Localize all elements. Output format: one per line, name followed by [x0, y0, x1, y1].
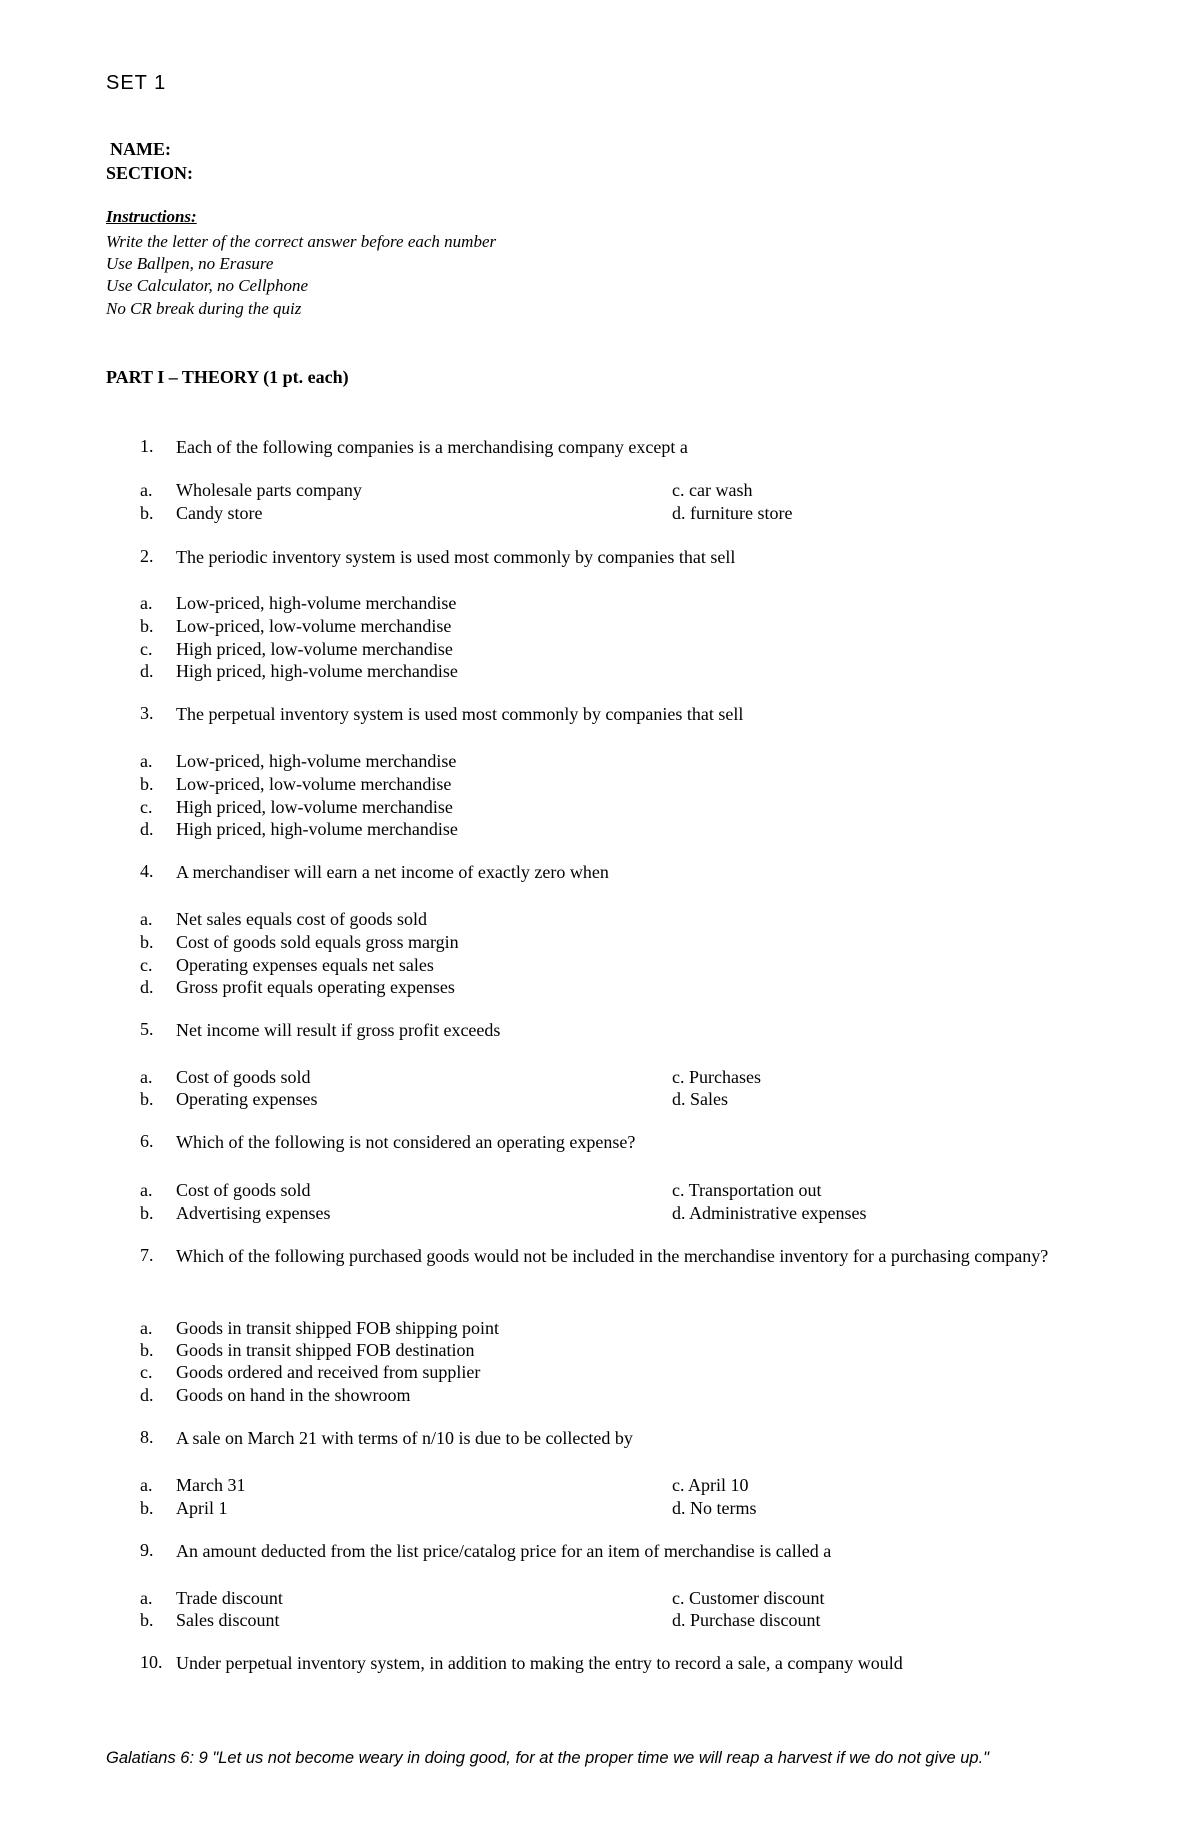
question-text: The periodic inventory system is used most commonly by companies that sell: [176, 547, 736, 567]
question-text: Which of the following is not considered an operating expense?: [176, 1132, 636, 1152]
option-left: [140, 955, 434, 976]
option-text: March 31: [176, 1475, 246, 1495]
option-letter: d.: [140, 661, 154, 681]
option-text: Operating expenses equals net sales: [176, 955, 434, 975]
option-text: Cost of goods sold: [176, 1180, 311, 1200]
question-number: 10.: [140, 1652, 163, 1672]
option-left: [140, 819, 458, 840]
question-text: Under perpetual inventory system, in addition to making the entry to record a sale, a company would: [176, 1653, 903, 1673]
option-text: High priced, low-volume merchandise: [176, 797, 453, 817]
option-text: Low-priced, low-volume merchandise: [176, 774, 452, 794]
option-letter: b.: [140, 1610, 154, 1630]
question-text: A sale on March 21 with terms of n/10 is due to be collected by: [176, 1428, 633, 1448]
instructions-title: Instructions:: [106, 207, 197, 226]
option-text: Trade discount: [176, 1588, 283, 1608]
option-left: [140, 1610, 280, 1631]
option-left: [140, 1588, 283, 1609]
question-number: 7.: [140, 1245, 154, 1265]
option-text: Gross profit equals operating expenses: [176, 977, 455, 997]
option-left: [140, 616, 452, 637]
option-text: Low-priced, high-volume merchandise: [176, 751, 457, 771]
option-letter: b.: [140, 1340, 154, 1360]
option-text: Candy store: [176, 503, 263, 523]
option-letter: a.: [140, 751, 153, 771]
option-letter: a.: [140, 1588, 153, 1608]
option-letter: d.: [140, 977, 154, 997]
option-text: Cost of goods sold equals gross margin: [176, 932, 459, 952]
option-left: [140, 1475, 246, 1496]
option-text: Sales discount: [176, 1610, 280, 1630]
option-text: April 1: [176, 1498, 228, 1518]
option-left: [140, 503, 263, 524]
option-right: d. Administrative expenses: [672, 1203, 867, 1223]
option-letter: b.: [140, 616, 154, 636]
option-left: [140, 1318, 500, 1339]
option-letter: b.: [140, 1089, 154, 1109]
question-number: 9.: [140, 1540, 154, 1560]
option-left: [140, 932, 459, 953]
name-label: NAME:: [110, 139, 171, 159]
option-right: d. Purchase discount: [672, 1610, 821, 1630]
question-number: 6.: [140, 1131, 154, 1151]
question-text: Net income will result if gross profit exceeds: [176, 1020, 501, 1040]
question-text: A merchandiser will earn a net income of exactly zero when: [176, 862, 609, 882]
option-letter: a.: [140, 1067, 153, 1087]
question-number: 1.: [140, 436, 154, 456]
option-left: [140, 480, 362, 501]
option-letter: d.: [140, 819, 154, 839]
option-right: c. Purchases: [672, 1067, 761, 1087]
option-text: Low-priced, low-volume merchandise: [176, 616, 452, 636]
option-letter: a.: [140, 480, 153, 500]
option-left: [140, 1498, 228, 1519]
option-right: c. Transportation out: [672, 1180, 822, 1200]
option-right: c. Customer discount: [672, 1588, 825, 1608]
option-text: Wholesale parts company: [176, 480, 362, 500]
option-letter: b.: [140, 774, 154, 794]
option-left: [140, 639, 453, 660]
option-left: [140, 1203, 331, 1224]
option-text: Goods in transit shipped FOB destination: [176, 1340, 475, 1360]
option-letter: a.: [140, 1180, 153, 1200]
option-letter: b.: [140, 932, 154, 952]
option-letter: a.: [140, 1318, 153, 1338]
option-letter: d.: [140, 1385, 154, 1405]
question-text: Each of the following companies is a merchandising company except a: [176, 437, 688, 457]
option-text: Low-priced, high-volume merchandise: [176, 593, 457, 613]
instruction-line: Use Ballpen, no Erasure: [106, 254, 274, 273]
option-left: [140, 909, 427, 930]
instruction-line: No CR break during the quiz: [106, 299, 302, 318]
set-label: SET 1: [106, 72, 167, 94]
instruction-line: Use Calculator, no Cellphone: [106, 276, 309, 295]
option-right: c. car wash: [672, 480, 753, 500]
option-letter: b.: [140, 503, 154, 523]
question-text: An amount deducted from the list price/catalog price for an item of merchandise is called a: [176, 1541, 832, 1561]
question-number: 3.: [140, 703, 154, 723]
option-left: [140, 1362, 481, 1383]
option-left: [140, 1067, 311, 1088]
option-left: [140, 977, 455, 998]
option-letter: b.: [140, 1498, 154, 1518]
option-left: [140, 774, 452, 795]
option-letter: c.: [140, 797, 153, 817]
option-letter: c.: [140, 639, 153, 659]
option-text: Goods on hand in the showroom: [176, 1385, 411, 1405]
option-left: [140, 593, 457, 614]
option-right: c. April 10: [672, 1475, 749, 1495]
option-text: High priced, low-volume merchandise: [176, 639, 453, 659]
option-text: High priced, high-volume merchandise: [176, 661, 458, 681]
option-letter: b.: [140, 1203, 154, 1223]
option-letter: a.: [140, 909, 153, 929]
option-left: [140, 661, 458, 682]
question-number: 4.: [140, 861, 154, 881]
option-text: Net sales equals cost of goods sold: [176, 909, 427, 929]
footer-verse: Galatians 6: 9 "Let us not become weary in doing good, for at the proper time we will reap a harvest if we do not give up.": [106, 1749, 990, 1767]
option-text: Goods in transit shipped FOB shipping point: [176, 1318, 500, 1338]
question-number: 8.: [140, 1427, 154, 1447]
option-right: d. No terms: [672, 1498, 757, 1518]
option-letter: a.: [140, 1475, 153, 1495]
option-letter: c.: [140, 1362, 153, 1382]
option-text: Operating expenses: [176, 1089, 318, 1109]
option-left: [140, 1340, 475, 1361]
option-left: [140, 1180, 311, 1201]
option-right: d. furniture store: [672, 503, 793, 523]
option-letter: c.: [140, 955, 153, 975]
option-text: Advertising expenses: [176, 1203, 331, 1223]
option-text: High priced, high-volume merchandise: [176, 819, 458, 839]
option-left: [140, 1385, 411, 1406]
section-label: SECTION:: [106, 163, 194, 183]
question-number: 2.: [140, 546, 154, 566]
option-text: Goods ordered and received from supplier: [176, 1362, 481, 1382]
option-right: d. Sales: [672, 1089, 728, 1109]
option-letter: a.: [140, 593, 153, 613]
option-text: Cost of goods sold: [176, 1067, 311, 1087]
option-left: [140, 797, 453, 818]
instruction-line: Write the letter of the correct answer before each number: [106, 232, 497, 251]
question-number: 5.: [140, 1019, 154, 1039]
option-left: [140, 751, 457, 772]
question-text: Which of the following purchased goods would not be included in the merchandise inventory for a purchasing company?: [176, 1246, 1049, 1266]
option-left: [140, 1089, 318, 1110]
part-title: PART I – THEORY (1 pt. each): [106, 367, 349, 387]
question-text: The perpetual inventory system is used most commonly by companies that sell: [176, 704, 744, 724]
